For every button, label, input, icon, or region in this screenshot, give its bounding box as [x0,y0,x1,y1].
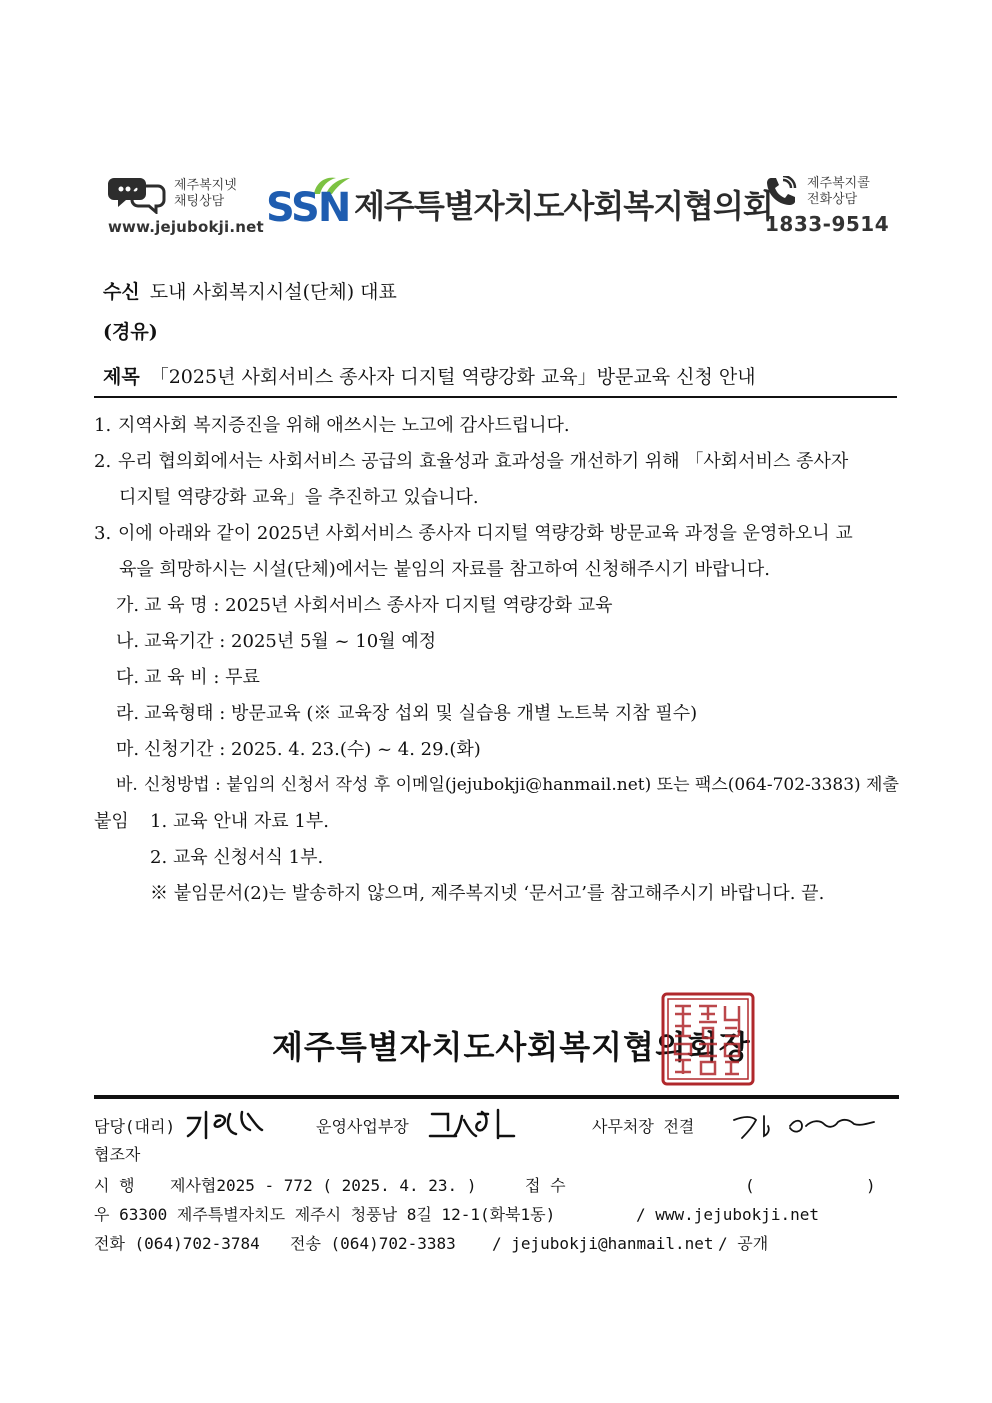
call-consult-block [763,172,898,238]
paragraph-3-continuation: 육을 희망하시는 시설(단체)에서는 붙임의 자료를 참고하여 신청해주시기 바랍니다. [119,559,771,580]
subject-divider [94,396,897,398]
receipt-paren-close: ) [866,1176,876,1195]
director-label: 사무처장 전결 [592,1117,695,1136]
phone-icon [763,176,799,206]
attachment-note: ※ 붙임문서(2)는 발송하지 않으며, 제주복지넷 ‘문서고’를 참고해주시기 바랍니다. 끝. [150,883,825,904]
attachment-item: 2. 교육 신청서식 1부. [150,847,324,868]
item-text: 교 육 명 : 2025년 사회서비스 종사자 디지털 역량강화 교육 [144,595,613,616]
call-number: 1833-9514 [765,212,890,236]
item-text: 신청기간 : 2025. 4. 23.(수) ~ 4. 29.(화) [144,739,481,760]
item-marker: 가. [116,595,140,616]
postal-address: 우 63300 제주특별자치도 제주시 청풍남 8길 12-1(화북1동) [94,1205,556,1224]
website-link[interactable]: / www.jejubokji.net [636,1205,820,1224]
ops-manager-label: 운영사업부장 [316,1117,409,1136]
attachment-label: 붙임 [94,811,129,832]
item-marker: 다. [116,667,140,688]
item-text: 교육형태 : 방문교육 (※ 교육장 섭외 및 실습용 개별 노트북 지참 필수) [144,703,698,724]
chat-consult-block [108,174,264,236]
manager-label: 담당(대리) [94,1117,176,1136]
director-signature [732,1110,882,1140]
detail-item [116,696,697,731]
item-marker: 라. [116,703,140,724]
paragraph-1 [94,408,899,443]
official-seal-icon [661,992,755,1086]
ssn-logo-text: SSN [266,185,350,231]
detail-item [116,624,436,659]
paragraph-number: 3. [94,523,112,544]
ssn-logo [266,174,352,230]
item-text: 교 육 비 : 무료 [144,667,260,688]
footer-divider [94,1095,899,1099]
via-key: (경유) [103,321,158,343]
item-marker: 나. [116,631,140,652]
call-consult-label: 제주복지콜 전화상담 [807,176,870,207]
site-url: www.jejubokji.net [108,218,264,236]
paragraph-number: 1. [94,415,112,436]
manager-signature [186,1106,266,1140]
chat-bubble-icon [108,174,166,214]
recipient-key: 수신 [103,281,140,303]
item-marker: 바. [116,775,138,795]
paragraph-text: 이에 아래와 같이 2025년 사회서비스 종사자 디지털 역량강화 방문교육 과정을 운영하오니 교 [118,523,853,544]
item-marker: 마. [116,739,140,760]
paragraph-text: 지역사회 복지증진을 위해 애쓰시는 노고에 감사드립니다. [118,415,570,436]
receipt-label: 접 수 [525,1176,566,1195]
ops-manager-signature [428,1106,518,1142]
telephone: 전화 (064)702-3784 [94,1234,260,1253]
sender-name: 제주특별자치도사회복지협의회장 [272,1028,751,1066]
detail-item [116,732,481,767]
execution-number: 제사협2025 - 772 ( 2025. 4. 23. ) [170,1176,477,1195]
receipt-paren-open: ( [745,1176,755,1195]
paragraph-2 [94,444,899,479]
subject-row [103,364,756,390]
execution-label: 시 행 [94,1176,135,1195]
item-text: 교육기간 : 2025년 5월 ~ 10월 예정 [144,631,437,652]
item-text: 신청방법 : 붙임의 신청서 작성 후 이메일(jejubokji@hanmail.net) 또는 팩스(064-702-3383) 제출 [144,775,899,795]
detail-item [116,768,899,803]
fax: 전송 (064)702-3383 [290,1234,456,1253]
cooperator-label: 협조자 [94,1145,141,1164]
letterhead [108,172,888,238]
org-title: 제주특별자치도사회복지협의회 [354,187,773,225]
detail-item [116,588,613,623]
paragraph-3 [94,516,899,551]
attachment-item: 1. 교육 안내 자료 1부. [150,811,329,832]
paragraph-number: 2. [94,451,112,472]
recipient-row [103,279,397,305]
subject-key: 제목 [103,366,140,388]
subject-value: 「2025년 사회서비스 종사자 디지털 역량강화 교육」방문교육 신청 안내 [149,366,756,388]
via-row [103,319,168,345]
paragraph-text: 우리 협의회에서는 사회서비스 공급의 효율성과 효과성을 개선하기 위해 「사회서비스 종사자 [118,451,849,472]
paragraph-2-continuation: 디지털 역량강화 교육」을 추진하고 있습니다. [119,487,479,508]
disclosure-status: / 공개 [718,1234,769,1253]
detail-item [116,660,260,695]
email-link[interactable]: / jejubokji@hanmail.net [492,1234,714,1253]
chat-consult-label: 제주복지넷 채팅상담 [174,178,237,209]
recipient-value: 도내 사회복지시설(단체) 대표 [149,281,397,303]
